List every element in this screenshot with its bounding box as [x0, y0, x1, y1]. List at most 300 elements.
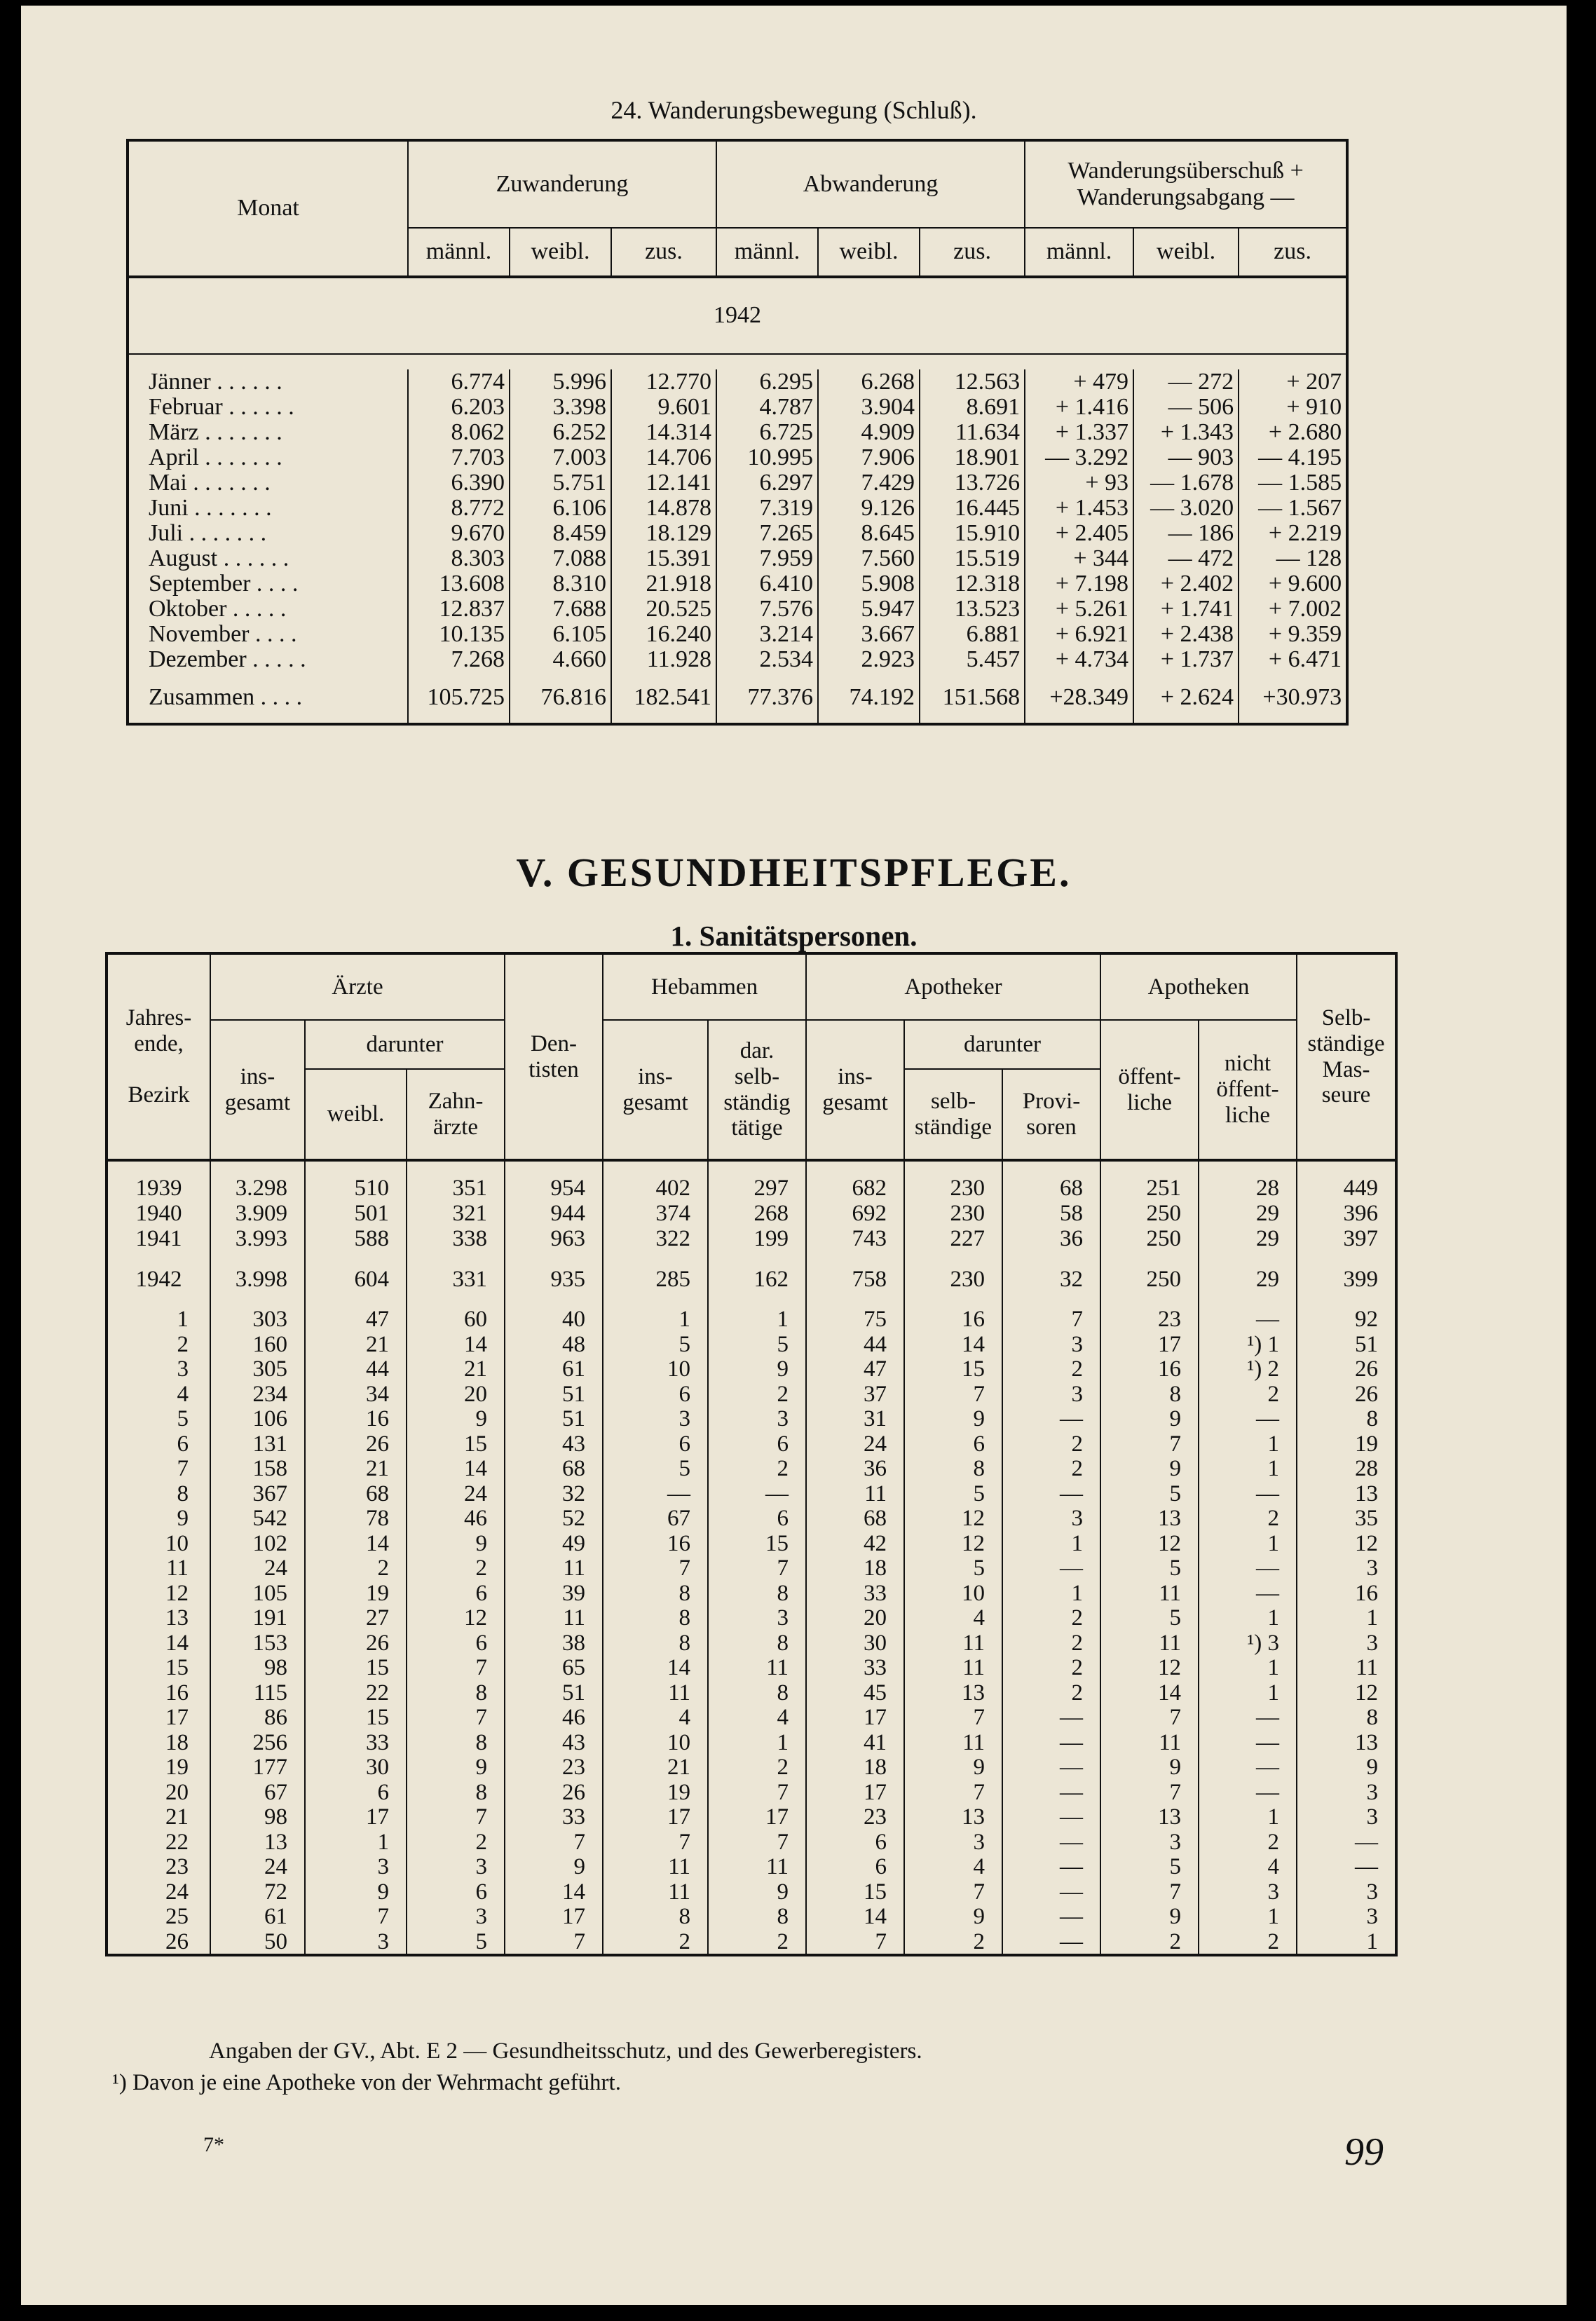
- district-label: 22: [165, 1829, 189, 1855]
- cell-col-11: 4: [1199, 1855, 1297, 1880]
- subheader-ab-weibl: weibl.: [818, 228, 920, 277]
- cell-col-11: 3: [1199, 1880, 1297, 1905]
- district-row: [107, 1407, 1396, 1432]
- cell-zw: 4.660: [510, 647, 611, 672]
- cell-col-10: 5: [1100, 1482, 1199, 1507]
- district-row: [107, 1357, 1396, 1382]
- page: [21, 6, 1567, 2305]
- cell-col-8: 7: [904, 1706, 1002, 1731]
- district-label: 7: [177, 1456, 189, 1482]
- cell-col-2: 14: [305, 1532, 407, 1557]
- cell-col-7: 6: [806, 1830, 904, 1856]
- cell-col-12: 8: [1297, 1706, 1396, 1731]
- cell-col-2: 9: [305, 1880, 407, 1905]
- cell-az: 13.523: [920, 597, 1025, 622]
- cell-col-12: 13: [1297, 1482, 1396, 1507]
- cell-zm: 7.268: [408, 647, 510, 672]
- district-row: [107, 1556, 1396, 1581]
- district-label: 9: [177, 1506, 189, 1532]
- cell-um: + 1.416: [1025, 395, 1133, 420]
- cell-col-10: 12: [1100, 1656, 1199, 1681]
- cell-zz: 12.770: [611, 369, 716, 395]
- cell-col-9: —: [1002, 1880, 1100, 1905]
- district-label: 16: [165, 1680, 189, 1706]
- cell-col-8: 10: [904, 1581, 1002, 1607]
- cell-col-12: 13: [1297, 1731, 1396, 1756]
- cell-col-8: 9: [904, 1755, 1002, 1781]
- cell-col-1: 3.998: [210, 1251, 305, 1307]
- cell-col-9: 2: [1002, 1656, 1100, 1681]
- cell-col-2: 78: [305, 1506, 407, 1532]
- cell-col-7: 45: [806, 1681, 904, 1706]
- cell-col-6: 297: [708, 1176, 806, 1201]
- cell-col-9: 1: [1002, 1532, 1100, 1557]
- district-row: [107, 1855, 1396, 1880]
- district-row: [107, 1755, 1396, 1781]
- cell-col-6: 8: [708, 1681, 806, 1706]
- cell-col-9: —: [1002, 1805, 1100, 1830]
- cell-col-4: 51: [505, 1681, 603, 1706]
- cell-col-7: 41: [806, 1731, 904, 1756]
- cell-col-4: 46: [505, 1706, 603, 1731]
- cell-col-11: —: [1199, 1731, 1297, 1756]
- cell-am: 6.297: [716, 470, 818, 496]
- cell-col-1: 160: [210, 1333, 305, 1358]
- cell-col-1: 305: [210, 1357, 305, 1382]
- district-label: 11: [166, 1556, 189, 1581]
- cell-col-7: 30: [806, 1631, 904, 1656]
- cell-col-12: 396: [1297, 1201, 1396, 1226]
- cell-col-5: 2: [603, 1930, 708, 1956]
- cell-col-4: 43: [505, 1432, 603, 1457]
- cell-col-8: 9: [904, 1407, 1002, 1432]
- cell-col-5: 10: [603, 1731, 708, 1756]
- cell-uw: + 2.402: [1133, 571, 1239, 597]
- cell-zw: 8.459: [510, 521, 611, 546]
- cell-col-4: 9: [505, 1855, 603, 1880]
- district-row: [107, 1731, 1396, 1756]
- cell-col-3: 331: [407, 1251, 505, 1307]
- cell-az: 5.457: [920, 647, 1025, 672]
- cell-col-2: 47: [305, 1307, 407, 1333]
- month-label: Juli . . . . . . .: [149, 520, 267, 547]
- cell-col-6: 268: [708, 1201, 806, 1226]
- district-label: 1: [177, 1307, 189, 1333]
- cell-col-4: 39: [505, 1581, 603, 1607]
- cell-col-7: 7: [806, 1930, 904, 1956]
- cell-uw: — 272: [1133, 369, 1239, 395]
- cell-az: 151.568: [920, 672, 1025, 724]
- header-apotheker-selbstaendig: selb- ständige: [904, 1069, 1002, 1160]
- cell-col-5: 322: [603, 1226, 708, 1251]
- cell-col-7: 14: [806, 1905, 904, 1930]
- district-label: 2: [177, 1331, 189, 1357]
- section-subheading: 1. Sanitätspersonen.: [670, 920, 918, 952]
- cell-col-5: 8: [603, 1581, 708, 1607]
- cell-zm: 105.725: [408, 672, 510, 724]
- district-row: [107, 1781, 1396, 1806]
- cell-col-6: 8: [708, 1905, 806, 1930]
- footnote-1: ¹) Davon je eine Apotheke von der Wehrmacht geführt.: [112, 2070, 621, 2095]
- cell-col-6: 15: [708, 1532, 806, 1557]
- cell-az: 12.563: [920, 369, 1025, 395]
- cell-col-11: 1: [1199, 1905, 1297, 1930]
- district-label: 20: [165, 1779, 189, 1805]
- cell-col-9: —: [1002, 1407, 1100, 1432]
- cell-col-11: 29: [1199, 1201, 1297, 1226]
- cell-col-5: 16: [603, 1532, 708, 1557]
- month-row: [128, 470, 1347, 496]
- cell-col-6: 5: [708, 1333, 806, 1358]
- cell-col-8: 13: [904, 1681, 1002, 1706]
- cell-col-6: 1: [708, 1307, 806, 1333]
- cell-col-7: 20: [806, 1606, 904, 1631]
- cell-col-2: 501: [305, 1201, 407, 1226]
- cell-col-9: 2: [1002, 1606, 1100, 1631]
- cell-col-4: 40: [505, 1307, 603, 1333]
- cell-col-1: 158: [210, 1457, 305, 1482]
- cell-aw: 74.192: [818, 672, 920, 724]
- district-row: [107, 1830, 1396, 1856]
- cell-col-6: 17: [708, 1805, 806, 1830]
- cell-um: + 6.921: [1025, 622, 1133, 647]
- cell-col-5: 285: [603, 1251, 708, 1307]
- cell-aw: 4.909: [818, 420, 920, 445]
- cell-col-11: 2: [1199, 1930, 1297, 1956]
- cell-col-2: 15: [305, 1656, 407, 1681]
- cell-col-9: —: [1002, 1830, 1100, 1856]
- cell-zz: 14.706: [611, 445, 716, 470]
- cell-col-2: 33: [305, 1731, 407, 1756]
- cell-col-9: —: [1002, 1855, 1100, 1880]
- cell-col-2: 7: [305, 1905, 407, 1930]
- cell-col-6: 7: [708, 1556, 806, 1581]
- cell-col-7: 11: [806, 1482, 904, 1507]
- header-ueberschuss: Wanderungsüberschuß +: [1068, 157, 1304, 184]
- cell-zz: 11.928: [611, 647, 716, 672]
- cell-zz: 15.391: [611, 546, 716, 571]
- cell-col-4: 26: [505, 1781, 603, 1806]
- cell-col-5: 374: [603, 1201, 708, 1226]
- cell-zz: 9.601: [611, 395, 716, 420]
- cell-col-9: 2: [1002, 1432, 1100, 1457]
- cell-col-7: 6: [806, 1855, 904, 1880]
- district-label: 5: [177, 1406, 189, 1432]
- district-label: 6: [177, 1431, 189, 1457]
- district-row: [107, 1333, 1396, 1358]
- cell-col-9: —: [1002, 1706, 1100, 1731]
- month-label: Mai . . . . . . .: [149, 470, 271, 496]
- cell-col-5: 7: [603, 1556, 708, 1581]
- cell-um: — 3.292: [1025, 445, 1133, 470]
- year-row: [107, 1176, 1396, 1201]
- header-abwanderung: Abwanderung: [716, 140, 1025, 228]
- cell-col-10: 250: [1100, 1226, 1199, 1251]
- cell-col-6: 11: [708, 1855, 806, 1880]
- month-label: Juni . . . . . . .: [149, 495, 272, 522]
- header-dentisten: Den- tisten: [505, 953, 603, 1160]
- cell-col-11: —: [1199, 1407, 1297, 1432]
- cell-col-9: 3: [1002, 1333, 1100, 1358]
- cell-col-2: 3: [305, 1855, 407, 1880]
- cell-col-5: 402: [603, 1176, 708, 1201]
- cell-az: 6.881: [920, 622, 1025, 647]
- cell-col-2: 21: [305, 1333, 407, 1358]
- cell-col-9: 3: [1002, 1506, 1100, 1532]
- cell-col-8: 14: [904, 1333, 1002, 1358]
- cell-col-8: 5: [904, 1556, 1002, 1581]
- cell-col-11: ¹) 1: [1199, 1333, 1297, 1358]
- cell-col-12: 26: [1297, 1382, 1396, 1408]
- cell-col-3: 338: [407, 1226, 505, 1251]
- cell-col-4: 17: [505, 1905, 603, 1930]
- cell-col-8: 4: [904, 1606, 1002, 1631]
- cell-col-2: 26: [305, 1631, 407, 1656]
- cell-uz: + 6.471: [1239, 647, 1347, 672]
- cell-col-8: 11: [904, 1731, 1002, 1756]
- cell-col-8: 11: [904, 1656, 1002, 1681]
- district-row: [107, 1706, 1396, 1731]
- cell-col-2: 6: [305, 1781, 407, 1806]
- cell-col-5: 67: [603, 1506, 708, 1532]
- cell-col-9: —: [1002, 1482, 1100, 1507]
- cell-col-4: 11: [505, 1606, 603, 1631]
- cell-col-12: 449: [1297, 1176, 1396, 1201]
- cell-col-4: 68: [505, 1457, 603, 1482]
- cell-col-7: 68: [806, 1506, 904, 1532]
- district-row: [107, 1631, 1396, 1656]
- cell-col-11: 28: [1199, 1176, 1297, 1201]
- cell-col-1: 153: [210, 1631, 305, 1656]
- cell-col-3: 2: [407, 1830, 505, 1856]
- cell-col-3: 15: [407, 1432, 505, 1457]
- cell-col-1: 191: [210, 1606, 305, 1631]
- cell-az: 16.445: [920, 496, 1025, 521]
- table-24-title: 24. Wanderungsbewegung (Schluß).: [611, 96, 977, 124]
- cell-col-5: 5: [603, 1333, 708, 1358]
- month-row: [128, 420, 1347, 445]
- cell-col-3: 14: [407, 1333, 505, 1358]
- cell-zm: 8.303: [408, 546, 510, 571]
- cell-col-12: 19: [1297, 1432, 1396, 1457]
- cell-col-8: 12: [904, 1532, 1002, 1557]
- page-number: 99: [1344, 2130, 1384, 2174]
- cell-col-2: 19: [305, 1581, 407, 1607]
- header-hebammen-insgesamt: ins- gesamt: [603, 1020, 708, 1160]
- district-row: [107, 1482, 1396, 1507]
- cell-am: 7.319: [716, 496, 818, 521]
- cell-col-8: 227: [904, 1226, 1002, 1251]
- subheader-zu-weibl: weibl.: [510, 228, 611, 277]
- cell-zw: 6.252: [510, 420, 611, 445]
- header-provisoren: Provi- soren: [1002, 1069, 1100, 1160]
- cell-col-10: 7: [1100, 1880, 1199, 1905]
- cell-am: 2.534: [716, 647, 818, 672]
- cell-col-1: 98: [210, 1805, 305, 1830]
- cell-um: + 344: [1025, 546, 1133, 571]
- cell-col-9: 2: [1002, 1457, 1100, 1482]
- cell-col-4: 32: [505, 1482, 603, 1507]
- cell-uw: + 1.343: [1133, 420, 1239, 445]
- cell-aw: 5.947: [818, 597, 920, 622]
- section-heading: V. GESUNDHEITSPFLEGE.: [516, 850, 1072, 895]
- cell-col-3: 46: [407, 1506, 505, 1532]
- cell-col-10: 9: [1100, 1905, 1199, 1930]
- cell-col-11: 1: [1199, 1681, 1297, 1706]
- cell-col-6: 6: [708, 1432, 806, 1457]
- district-row: [107, 1382, 1396, 1408]
- month-row: [128, 597, 1347, 622]
- cell-col-5: 10: [603, 1357, 708, 1382]
- cell-col-12: —: [1297, 1830, 1396, 1856]
- cell-col-5: 1: [603, 1307, 708, 1333]
- cell-col-1: 13: [210, 1830, 305, 1856]
- cell-col-1: 98: [210, 1656, 305, 1681]
- header-zuwanderung: Zuwanderung: [408, 140, 716, 228]
- cell-col-12: 11: [1297, 1656, 1396, 1681]
- year-label: 1939: [135, 1175, 182, 1201]
- cell-col-11: ¹) 3: [1199, 1631, 1297, 1656]
- district-row: [107, 1457, 1396, 1482]
- cell-col-5: 8: [603, 1631, 708, 1656]
- cell-aw: 2.923: [818, 647, 920, 672]
- cell-col-9: —: [1002, 1556, 1100, 1581]
- cell-col-5: 14: [603, 1656, 708, 1681]
- cell-col-11: —: [1199, 1482, 1297, 1507]
- cell-col-1: 67: [210, 1781, 305, 1806]
- cell-col-3: 3: [407, 1855, 505, 1880]
- cell-col-3: 7: [407, 1706, 505, 1731]
- cell-col-5: 5: [603, 1457, 708, 1482]
- migration-table: [126, 139, 1349, 726]
- cell-am: 6.295: [716, 369, 818, 395]
- cell-col-12: 3: [1297, 1781, 1396, 1806]
- cell-col-11: —: [1199, 1755, 1297, 1781]
- cell-col-10: 3: [1100, 1830, 1199, 1856]
- cell-zm: 8.062: [408, 420, 510, 445]
- cell-col-1: 177: [210, 1755, 305, 1781]
- source-note: Angaben der GV., Abt. E 2 — Gesundheitsschutz, und des Gewerberegisters.: [209, 2038, 922, 2064]
- cell-col-4: 11: [505, 1556, 603, 1581]
- cell-col-7: 18: [806, 1556, 904, 1581]
- cell-um: + 2.405: [1025, 521, 1133, 546]
- district-row: [107, 1905, 1396, 1930]
- cell-am: 3.214: [716, 622, 818, 647]
- year-label: 1941: [135, 1225, 182, 1251]
- cell-col-5: 3: [603, 1407, 708, 1432]
- cell-col-11: 29: [1199, 1226, 1297, 1251]
- district-row: [107, 1656, 1396, 1681]
- cell-col-2: 30: [305, 1755, 407, 1781]
- cell-aw: 7.906: [818, 445, 920, 470]
- month-row: [128, 496, 1347, 521]
- district-row: [107, 1681, 1396, 1706]
- header-apotheker-darunter: darunter: [904, 1020, 1100, 1069]
- cell-col-6: 3: [708, 1407, 806, 1432]
- cell-col-7: 33: [806, 1581, 904, 1607]
- year-label: 1940: [135, 1200, 182, 1226]
- district-label: 17: [165, 1705, 189, 1731]
- cell-az: 12.318: [920, 571, 1025, 597]
- cell-az: 11.634: [920, 420, 1025, 445]
- cell-zw: 76.816: [510, 672, 611, 724]
- year-row: [107, 1251, 1396, 1307]
- cell-zz: 16.240: [611, 622, 716, 647]
- month-label: März . . . . . . .: [149, 419, 282, 446]
- cell-col-2: 16: [305, 1407, 407, 1432]
- cell-col-8: 230: [904, 1201, 1002, 1226]
- cell-col-10: 7: [1100, 1706, 1199, 1731]
- cell-col-12: 397: [1297, 1226, 1396, 1251]
- cell-uw: — 3.020: [1133, 496, 1239, 521]
- cell-am: 6.725: [716, 420, 818, 445]
- cell-zw: 7.688: [510, 597, 611, 622]
- cell-col-1: 367: [210, 1482, 305, 1507]
- cell-zw: 6.105: [510, 622, 611, 647]
- cell-aw: 3.667: [818, 622, 920, 647]
- cell-uz: — 128: [1239, 546, 1347, 571]
- header-abgang: Wanderungsabgang —: [1077, 184, 1295, 210]
- cell-col-3: 21: [407, 1357, 505, 1382]
- cell-col-7: 15: [806, 1880, 904, 1905]
- district-row: [107, 1805, 1396, 1830]
- cell-zw: 8.310: [510, 571, 611, 597]
- cell-col-2: 68: [305, 1482, 407, 1507]
- cell-col-1: 234: [210, 1382, 305, 1408]
- cell-col-3: 9: [407, 1755, 505, 1781]
- cell-col-12: 26: [1297, 1357, 1396, 1382]
- cell-col-8: 7: [904, 1880, 1002, 1905]
- header-apotheker-insgesamt: ins- gesamt: [806, 1020, 904, 1160]
- cell-col-12: 28: [1297, 1457, 1396, 1482]
- cell-col-3: 351: [407, 1176, 505, 1201]
- cell-col-4: 43: [505, 1731, 603, 1756]
- cell-um: + 5.261: [1025, 597, 1133, 622]
- cell-col-3: 12: [407, 1606, 505, 1631]
- cell-col-2: 21: [305, 1457, 407, 1482]
- cell-col-1: 256: [210, 1731, 305, 1756]
- cell-um: + 93: [1025, 470, 1133, 496]
- cell-col-4: 52: [505, 1506, 603, 1532]
- cell-col-3: 6: [407, 1581, 505, 1607]
- cell-col-1: 24: [210, 1556, 305, 1581]
- cell-col-1: 72: [210, 1880, 305, 1905]
- cell-col-7: 47: [806, 1357, 904, 1382]
- cell-col-5: 6: [603, 1432, 708, 1457]
- cell-col-4: 51: [505, 1382, 603, 1408]
- cell-um: + 7.198: [1025, 571, 1133, 597]
- cell-az: 18.901: [920, 445, 1025, 470]
- cell-col-4: 935: [505, 1251, 603, 1307]
- district-label: 14: [165, 1630, 189, 1656]
- cell-col-11: 1: [1199, 1606, 1297, 1631]
- cell-col-7: 33: [806, 1656, 904, 1681]
- cell-col-11: 29: [1199, 1251, 1297, 1307]
- cell-aw: 9.126: [818, 496, 920, 521]
- month-row: [128, 521, 1347, 546]
- cell-am: 7.265: [716, 521, 818, 546]
- cell-col-1: 50: [210, 1930, 305, 1956]
- cell-uw: — 506: [1133, 395, 1239, 420]
- month-row: [128, 395, 1347, 420]
- cell-col-1: 3.298: [210, 1176, 305, 1201]
- cell-col-9: 68: [1002, 1176, 1100, 1201]
- cell-col-6: 2: [708, 1755, 806, 1781]
- cell-zm: 10.135: [408, 622, 510, 647]
- cell-uw: + 1.741: [1133, 597, 1239, 622]
- cell-col-10: 11: [1100, 1631, 1199, 1656]
- cell-zz: 14.878: [611, 496, 716, 521]
